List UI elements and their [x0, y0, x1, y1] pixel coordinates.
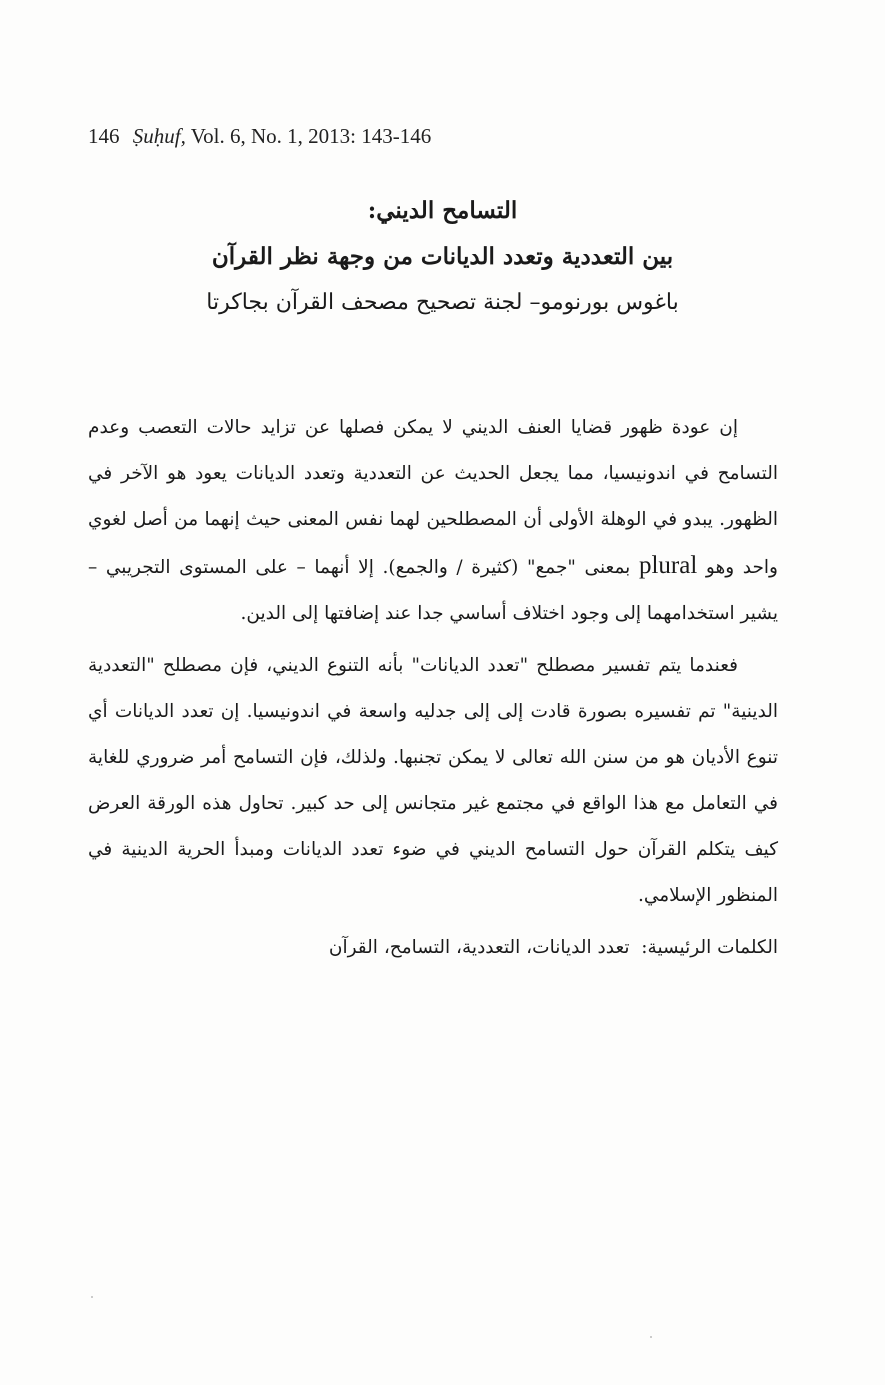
- abstract-p1-part-a: إن عودة ظهور قضايا العنف الديني لا يمكن فصلها عن تزايد حالات التعصب وعدم التسامح في اندونيسيا، مما يجعل الحديث عن التعددية وتعدد الديانات يعود هو الآخر في الظهور. يبدو في الوهلة الأولى أن المصطلحين لهما نفس المعنى حيث إنهما من أصل لغوي واحد وهو: [88, 417, 778, 578]
- abstract-paragraph-1: [88, 405, 778, 637]
- title-block: [150, 196, 735, 318]
- scan-speck: [91, 1296, 93, 1298]
- title-line-2: بين التعددية وتعدد الديانات من وجهة نظر القرآن: [211, 243, 674, 270]
- keywords-line: [88, 925, 778, 971]
- running-header: [88, 124, 431, 149]
- author-affiliation: باغوس بورنومو– لجنة تصحيح مصحف القرآن بجاكرتا: [206, 290, 679, 315]
- abstract-p1-part-b: بمعنى "جمع" (كثيرة / والجمع). إلا أنهما – على المستوى التجريبي – يشير استخدامهما إلى وجود اختلاف أساسي جدا عند إضافتها إلى الدين.: [88, 557, 778, 624]
- keywords-list: تعدد الديانات، التعددية، التسامح، القرآن: [328, 937, 630, 958]
- scan-speck: [650, 1336, 652, 1338]
- abstract-paragraph-2: فعندما يتم تفسير مصطلح "تعدد الديانات" بأنه التنوع الديني، فإن مصطلح "التعددية الدينية" تم تفسيره بصورة قادت إلى إلى جدليه واسعة في اندونيسيا. إن تعدد الديانات أي تنوع الأديان هو من سنن الله تعالى لا يمكن تجنبها. ولذلك، فإن التسامح أمر ضروري للغاية في التعامل مع هذا الواقع في مجتمع غير متجانس إلى حد كبير. تحاول هذه الورقة العرض كيف يتكلم القرآن حول التسامح الديني في ضوء تعدد الديانات ومبدأ الحرية الدينية في المنظور الإسلامي.: [88, 655, 778, 906]
- title-line-1: التسامح الديني:: [367, 197, 518, 224]
- citation: Vol. 6, No. 1, 2013: 143-146: [190, 124, 432, 148]
- page-number: 146: [88, 124, 120, 148]
- latin-term: plural: [638, 552, 698, 579]
- keywords-label: الكلمات الرئيسية:: [641, 937, 778, 958]
- abstract: [88, 405, 778, 971]
- journal-name: Ṣuḥuf,: [132, 124, 186, 148]
